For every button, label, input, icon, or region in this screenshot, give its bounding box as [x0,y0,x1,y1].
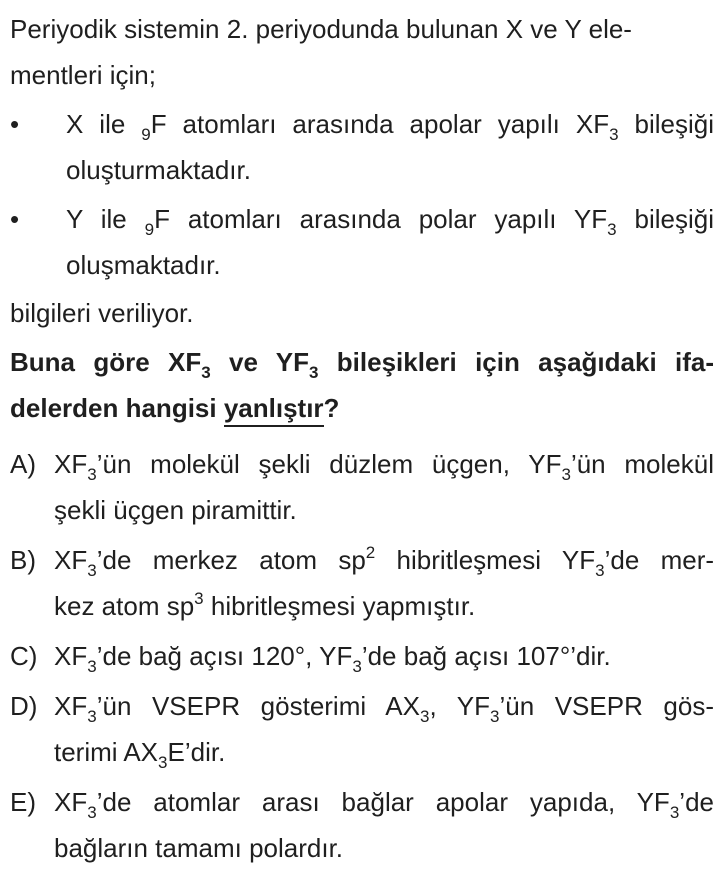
option-letter: C) [10,641,38,671]
bullet-item-1 [10,101,714,193]
option-letter: A) [10,449,36,479]
option-e-line-2: bağların tamamı polardır. [54,833,344,863]
bullet-2-line-2: oluşmaktadır. [66,250,221,280]
option-b-line-1: $XF_3’de$ merkez atom $sp^2$ hibritleşmesi $YF_3’de$ mer- [54,543,715,580]
option-letter: B) [10,545,36,575]
option-d-line-2: terimi $AX_3E’dir$. [54,737,226,772]
bullet-1-line-2: oluşturmaktadır. [66,155,251,185]
option-letter: D) [10,691,38,721]
underlined-keyword: yanlıştır [224,393,324,427]
question-line-2: delerden hangisi yanlıştır? [10,385,714,431]
option-e[interactable] [10,779,714,871]
answer-options [10,441,714,871]
intro-paragraph [10,0,714,98]
option-d-line-1: $XF_3’ün$ VSEPR gösterimi $AX_3$, $YF_3’ün$ VSEPR gös- [54,691,715,726]
question-stem [10,339,714,431]
option-b-line-2: kez atom $sp^3$ hibritleşmesi yapmıştır. [54,589,476,621]
option-a[interactable] [10,441,714,533]
option-c[interactable] [10,633,714,679]
option-a-line-1: $XF_3’ün$ molekül şekli düzlem üçgen, $YF_3’ün$ molekül [54,449,714,484]
option-a-line-2: şekli üçgen piramittir. [54,495,297,525]
option-letter: E) [10,787,36,817]
option-e-line-1: $XF_3’de$ atomlar arası bağlar apolar yapıda, $YF_3’de$ [54,787,714,822]
bullet-dot-icon: • [10,109,20,139]
intro-line-2: mentleri için; [10,60,156,90]
option-b[interactable] [10,537,714,629]
question-line-1: Buna göre $XF_3$ ve $YF_3$ bileşikleri için aşağıdaki ifa- [10,347,715,382]
bullet-item-2 [10,196,714,288]
bullet-2-line-1: Y ile $_9$F atomları arasında polar yapılı $YF_3$ bileşiği [66,204,714,239]
option-c-line-1: $XF_3’de$ bağ açısı 120°, $YF_3’de$ bağ açısı 107°’dir. [54,641,611,676]
intro-line-1: Periyodik sistemin 2. periyodunda bulunan X ve Y ele- [10,14,632,44]
bullet-dot-icon: • [10,204,20,234]
option-d[interactable] [10,683,714,775]
info-given-text: bilgileri veriliyor. [10,298,194,328]
bullet-1-line-1: X ile $_9$F atomları arasında apolar yapılı $XF_3$ bileşiği [66,109,714,144]
